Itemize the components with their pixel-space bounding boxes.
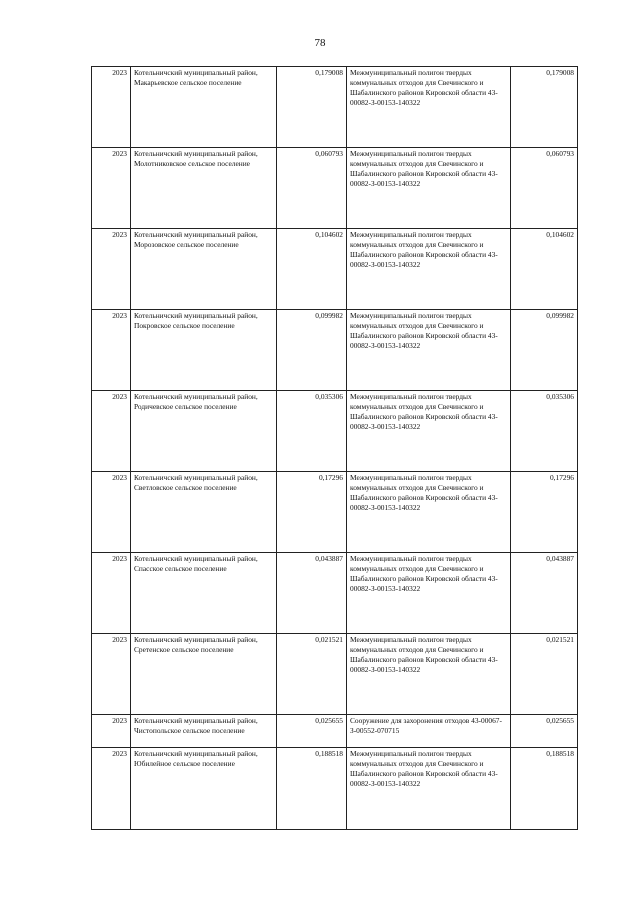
amount-cell: 0,179008 (277, 67, 347, 148)
district-cell: Котельничский муниципальный район, Чистопольское сельское поселение (131, 715, 277, 748)
object-amount-cell: 0,188518 (511, 748, 578, 830)
district-cell: Котельничский муниципальный район, Покровское сельское поселение (131, 310, 277, 391)
year-cell: 2023 (92, 310, 131, 391)
year-cell: 2023 (92, 148, 131, 229)
year-cell: 2023 (92, 553, 131, 634)
year-cell: 2023 (92, 715, 131, 748)
district-cell: Котельничский муниципальный район, Макарьевское сельское поселение (131, 67, 277, 148)
table-row (92, 67, 578, 148)
object-amount-cell: 0,035306 (511, 391, 578, 472)
table-row (92, 748, 578, 830)
object-cell: Межмуниципальный полигон твердых коммунальных отходов для Свечинского и Шабалинского районов Кировской области 43-00082-З-00153-140322 (347, 310, 511, 391)
waste-volume-table (91, 66, 578, 830)
district-cell: Котельничский муниципальный район, Светловское сельское поселение (131, 472, 277, 553)
object-amount-cell: 0,060793 (511, 148, 578, 229)
object-cell: Межмуниципальный полигон твердых коммунальных отходов для Свечинского и Шабалинского районов Кировской области 43-00082-З-00153-140322 (347, 634, 511, 715)
amount-cell: 0,188518 (277, 748, 347, 830)
object-cell: Межмуниципальный полигон твердых коммунальных отходов для Свечинского и Шабалинского районов Кировской области 43-00082-З-00153-140322 (347, 391, 511, 472)
table-row (92, 715, 578, 748)
object-cell: Межмуниципальный полигон твердых коммунальных отходов для Свечинского и Шабалинского районов Кировской области 43-00082-З-00153-140322 (347, 553, 511, 634)
amount-cell: 0,099982 (277, 310, 347, 391)
year-cell: 2023 (92, 391, 131, 472)
amount-cell: 0,17296 (277, 472, 347, 553)
district-cell: Котельничский муниципальный район, Спасское сельское поселение (131, 553, 277, 634)
table-row (92, 553, 578, 634)
amount-cell: 0,035306 (277, 391, 347, 472)
object-cell: Межмуниципальный полигон твердых коммунальных отходов для Свечинского и Шабалинского районов Кировской области 43-00082-З-00153-140322 (347, 748, 511, 830)
object-amount-cell: 0,021521 (511, 634, 578, 715)
object-cell: Межмуниципальный полигон твердых коммунальных отходов для Свечинского и Шабалинского районов Кировской области 43-00082-З-00153-140322 (347, 229, 511, 310)
amount-cell: 0,021521 (277, 634, 347, 715)
year-cell: 2023 (92, 472, 131, 553)
object-cell: Межмуниципальный полигон твердых коммунальных отходов для Свечинского и Шабалинского районов Кировской области 43-00082-З-00153-140322 (347, 67, 511, 148)
object-amount-cell: 0,104602 (511, 229, 578, 310)
year-cell: 2023 (92, 634, 131, 715)
object-amount-cell: 0,043887 (511, 553, 578, 634)
object-amount-cell: 0,17296 (511, 472, 578, 553)
year-cell: 2023 (92, 67, 131, 148)
district-cell: Котельничский муниципальный район, Молотниковское сельское поселение (131, 148, 277, 229)
object-cell: Межмуниципальный полигон твердых коммунальных отходов для Свечинского и Шабалинского районов Кировской области 43-00082-З-00153-140322 (347, 148, 511, 229)
object-amount-cell: 0,099982 (511, 310, 578, 391)
table-row (92, 229, 578, 310)
district-cell: Котельничский муниципальный район, Родичевское сельское поселение (131, 391, 277, 472)
amount-cell: 0,043887 (277, 553, 347, 634)
district-cell: Котельничский муниципальный район, Морозовское сельское поселение (131, 229, 277, 310)
amount-cell: 0,060793 (277, 148, 347, 229)
object-amount-cell: 0,025655 (511, 715, 578, 748)
object-cell: Межмуниципальный полигон твердых коммунальных отходов для Свечинского и Шабалинского районов Кировской области 43-00082-З-00153-140322 (347, 472, 511, 553)
district-cell: Котельничский муниципальный район, Сретенское сельское поселение (131, 634, 277, 715)
page-number: 78 (314, 37, 326, 49)
object-amount-cell: 0,179008 (511, 67, 578, 148)
amount-cell: 0,025655 (277, 715, 347, 748)
table-row (92, 391, 578, 472)
table-row (92, 148, 578, 229)
table-row (92, 310, 578, 391)
district-cell: Котельничский муниципальный район, Юбилейное сельское поселение (131, 748, 277, 830)
year-cell: 2023 (92, 748, 131, 830)
amount-cell: 0,104602 (277, 229, 347, 310)
table-row (92, 472, 578, 553)
object-cell: Сооружение для захоронения отходов 43-00067-З-00552-070715 (347, 715, 511, 748)
table-row (92, 634, 578, 715)
year-cell: 2023 (92, 229, 131, 310)
